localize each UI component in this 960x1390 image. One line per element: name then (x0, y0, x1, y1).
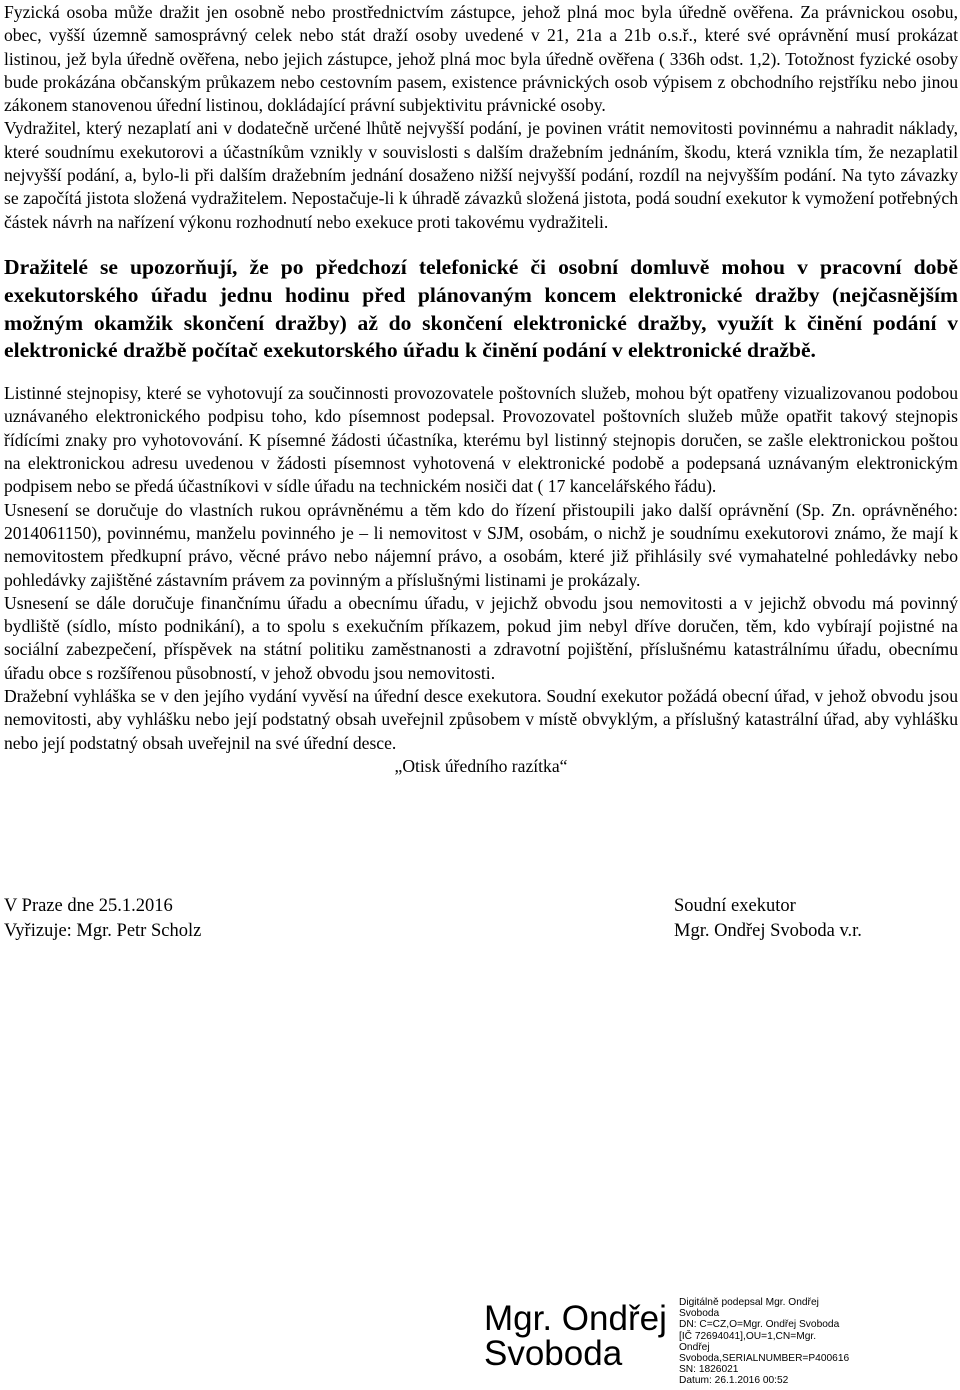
paragraph-auction-representation (4, 1, 958, 117)
paragraph-delivery-parties: Usnesení se doručuje do vlastních rukou oprávněnému a těm kdo do řízení přistoupili jako další oprávnění (Sp. Zn. oprávněného: 2014061150), povinnému, manželu povinného je – li nemovitost v SJM, osobám, o nichž je soudnímu exekutorovi známo, že mají k nemovitostem předkupní právo, věcné právo nebo nájemní právo, a osobám, které již přihlásily své vymahatelné pohledávky nebo pohledávky zajištěné zástavním právem za povinným a příslušnými listinami je prokázaly. (4, 499, 958, 590)
digital-signature-line: Datum: 26.1.2016 00:52 (679, 1375, 789, 1387)
paragraph-bold-notice: Dražitelé se upozorňují, že po předchozí telefonické či osobní domluvě mohou v pracovní době exekutorského úřadu jednu hodinu před plánovaným koncem elektronické dražby (nejčasnějším možným okamžik skončení dražby) až do skončení elektronické dražby, využít k činění podání v elektronické dražbě počítač exekutorského úřadu k činění podání v elektronické dražbě. (4, 254, 958, 363)
document-body (4, 0, 958, 778)
signature-right (674, 894, 862, 944)
digital-signature-line: Ondřej (679, 1341, 710, 1353)
digital-signature-line: Svoboda (679, 1308, 720, 1320)
digital-signature-line: DN: C=CZ,O=Mgr. Ondřej Svoboda (679, 1319, 840, 1331)
digital-signature-name-line2: Svoboda (484, 1334, 623, 1373)
digital-signature-line: SN: 1826021 (679, 1364, 739, 1376)
digital-signature-line: Svoboda,SERIALNUMBER=P400616 (679, 1353, 850, 1365)
paragraph-identity-text: Totožnost fyzické osoby bude prokázána občanským průkazem nebo cestovním pasem, existence právnických osob výpisem z obchodního rejstříku nebo jinou zákonem stanovenou úřední listinou, dokládající právní subjektivitu právnické osoby. (4, 48, 958, 116)
digital-signature-name (484, 1301, 674, 1371)
handled-by: Vyřizuje: Mgr. Petr Scholz (4, 921, 202, 941)
digital-signature-line: [IČ 72694041],OU=1,CN=Mgr. (679, 1330, 817, 1342)
digital-signature-name-line1: Mgr. Ondřej (484, 1299, 667, 1338)
signer-name: Mgr. Ondřej Svoboda v.r. (674, 921, 862, 941)
digital-signature (484, 1297, 960, 1390)
place-date: V Praze dne 25.1.2016 (4, 896, 173, 916)
paragraph-representation-text: Fyzická osoba může dražit jen osobně nebo prostřednictvím zástupce, jehož plná moc byla úředně ověřena. Za právnickou osobu, obec, vyšší územně samosprávný celek nebo stát draží osoby uvedené v 21, 21a a 21b o.s.ř., které své oprávnění musí prokázat listinou, jež byla úředně ověřena, nebo jejich zástupce, jehož plná moc byla úředně ověřena ( 336h odst. 1,2). (4, 2, 958, 69)
paragraph-nonpayment: Vydražitel, který nezaplatí ani v dodatečně určené lhůtě nejvyšší podání, je povinen vrátit nemovitosti povinnému a nahradit náklady, které soudnímu exekutorovi a účastníkům vznikly v souvislosti s dalším dražebním jednáním, škodu, která vznikla tím, že nezaplatil nejvyšší podání, a, bylo-li při dalším dražebním jednání dosaženo nižší nejvyšší podání, rozdíl na nejvyšším podání. Na tyto závazky se započítá jistota složená vydražitelem. Nepostačuje-li k úhradě závazků složená jistota, podá soudní exekutor k vymožení potřebných částek návrh na nařízení výkonu rozhodnutí nebo exekuce proti takovému vydražiteli. (4, 118, 958, 232)
paragraph-delivery-offices: Usnesení se dále doručuje finančnímu úřadu a obecnímu úřadu, v jejichž obvodu jsou nemovitosti a v jejichž obvodu má povinný bydliště (sídlo, místo podnikání), a to spolu s exekučním příkazem, pokud jim nebyl dříve doručen, těm, kdo vybírají pojistné na sociální zabezpečení, příspěvek na státní politiku zaměstnanosti a zdravotní pojištění, příslušnému katastrálnímu úřadu, obecnímu úřadu obce s rozšířenou působností, v jehož obvodu jsou nemovitosti. (4, 592, 958, 683)
stamp-placeholder: „Otisk úředního razítka“ (394, 755, 568, 776)
digital-signature-line: Digitálně podepsal Mgr. Ondřej (679, 1297, 819, 1308)
paragraph-paper-copies: Listinné stejnopisy, které se vyhotovují za součinnosti provozovatele poštovních služeb, mohou být opatřeny vizualizovanou podobou uznávaného elektronického podpisu toho, kdo písemnost podepsal. Provozovatel poštovních služeb může opatřit takový stejnopis řídícími znaky pro vyhotovování. K písemné žádosti účastníka, kterému byl listinný stejnopis doručen, se zašle elektronickou poštou na elektronickou adresu uvedenou v žádosti písemnost vyhotovená v elektronické podobě a podepsaná uznávaným elektronickým podpisem nebo se předá účastníkovi v sídle úřadu na technickém nosiči dat ( 17 kancelářského řádu). (4, 383, 958, 497)
signer-role: Soudní exekutor (674, 896, 796, 916)
signature-left (4, 894, 201, 944)
digital-signature-details (679, 1297, 959, 1387)
paragraph-publication: Dražební vyhláška se v den jejího vydání vyvěsí na úřední desce exekutora. Soudní exekutor požádá obecní úřad, v jehož obvodu jsou nemovitosti, aby vyhlášku nebo její podstatný obsah uveřejnil způsobem v místě obvyklým, a příslušný katastrální úřad, aby vyhlášku nebo její podstatný obsah uveřejnil na své úřední desce. (4, 686, 958, 753)
